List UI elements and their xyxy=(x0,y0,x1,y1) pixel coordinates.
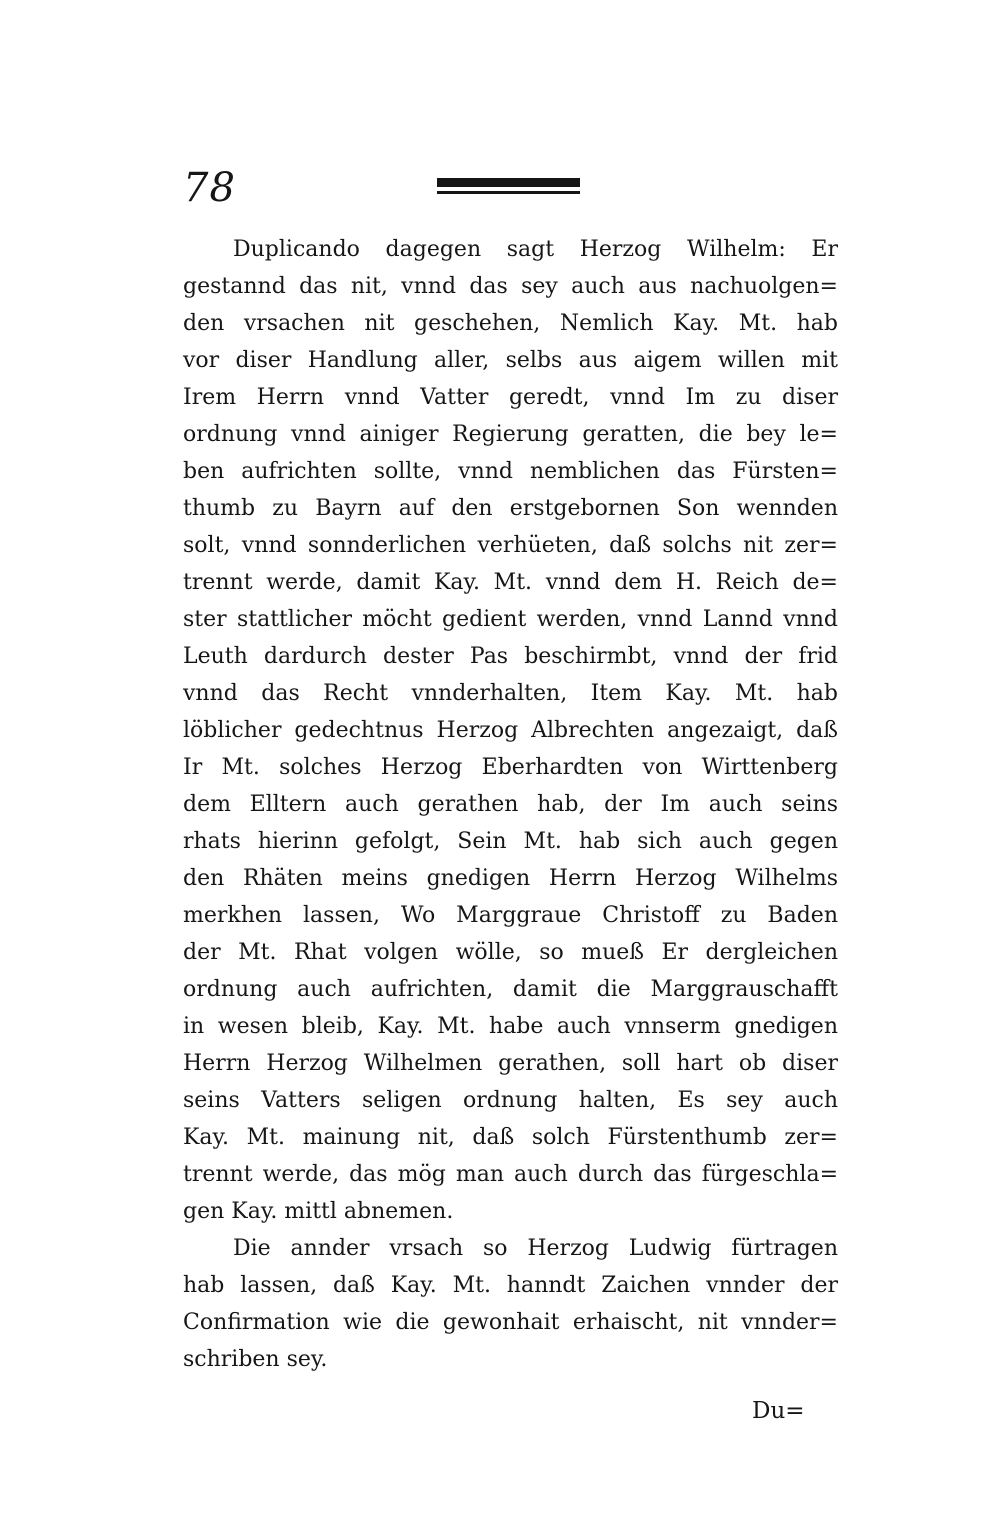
text-line: hab lassen, daß Kay. Mt. hanndt Zaichen vnnder der xyxy=(183,1273,838,1298)
text-line: ordnung vnnd ainiger Regierung geratten, die bey le= xyxy=(183,422,838,447)
header-rule-thick-bar xyxy=(437,178,580,187)
text-line: Leuth dardurch dester Pas beschirmbt, vnnd der frid xyxy=(183,644,838,669)
text-line: den vrsachen nit geschehen, Nemlich Kay. Mt. hab xyxy=(183,311,838,336)
paragraph-2 xyxy=(183,1230,838,1378)
header-rule xyxy=(437,178,580,196)
text-line: dem Elltern auch gerathen hab, der Im auch seins xyxy=(183,792,838,817)
text-line: den Rhäten meins gnedigen Herrn Herzog Wilhelms xyxy=(183,866,838,891)
header-rule-thin-bar xyxy=(437,191,580,194)
text-line: der Mt. Rhat volgen wölle, so mueß Er dergleichen xyxy=(183,940,838,965)
text-line: in wesen bleib, Kay. Mt. habe auch vnnserm gnedigen xyxy=(183,1014,838,1039)
text-line: ordnung auch aufrichten, damit die Marggrauschafft xyxy=(183,977,838,1002)
catchword: Du= xyxy=(752,1398,805,1424)
text-line: trennt werde, das mög man auch durch das fürgeschla= xyxy=(183,1162,838,1187)
text-line: rhats hierinn gefolgt, Sein Mt. hab sich auch gegen xyxy=(183,829,838,854)
text-line: seins Vatters seligen ordnung halten, Es sey auch xyxy=(183,1088,838,1113)
text-line: trennt werde, damit Kay. Mt. vnnd dem H. Reich de= xyxy=(183,570,838,595)
text-line: Ir Mt. solches Herzog Eberhardten von Wirttenberg xyxy=(183,755,838,780)
text-line: schriben sey. xyxy=(183,1347,328,1372)
text-line: ben aufrichten sollte, vnnd nemblichen das Fürsten= xyxy=(183,459,838,484)
text-line: Irem Herrn vnnd Vatter geredt, vnnd Im zu diser xyxy=(183,385,838,410)
paragraph-1 xyxy=(183,231,838,1230)
text-line: ster stattlicher möcht gedient werden, vnnd Lannd vnnd xyxy=(183,607,838,632)
text-line: Herrn Herzog Wilhelmen gerathen, soll hart ob diser xyxy=(183,1051,838,1076)
text-line: thumb zu Bayrn auf den erstgebornen Son wennden xyxy=(183,496,838,521)
text-line: Duplicando dagegen sagt Herzog Wilhelm: Er xyxy=(233,237,838,262)
text-line: löblicher gedechtnus Herzog Albrechten angezaigt, daß xyxy=(183,718,838,743)
text-line: Confirmation wie die gewonhait erhaischt, nit vnnder= xyxy=(183,1310,838,1335)
body-text xyxy=(183,231,838,1378)
text-line: merkhen lassen, Wo Marggraue Christoff zu Baden xyxy=(183,903,838,928)
text-line: vnnd das Recht vnnderhalten, Item Kay. Mt. hab xyxy=(183,681,838,706)
text-line: Die annder vrsach so Herzog Ludwig fürtragen xyxy=(233,1236,838,1261)
text-line: gestannd das nit, vnnd das sey auch aus nachuolgen= xyxy=(183,274,838,299)
text-line: gen Kay. mittl abnemen. xyxy=(183,1199,454,1224)
text-line: vor diser Handlung aller, selbs aus aigem willen mit xyxy=(183,348,838,373)
page-number: 78 xyxy=(183,165,236,211)
text-line: solt, vnnd sonnderlichen verhüeten, daß solchs nit zer= xyxy=(183,533,838,558)
text-line: Kay. Mt. mainung nit, daß solch Fürstenthumb zer= xyxy=(183,1125,838,1150)
